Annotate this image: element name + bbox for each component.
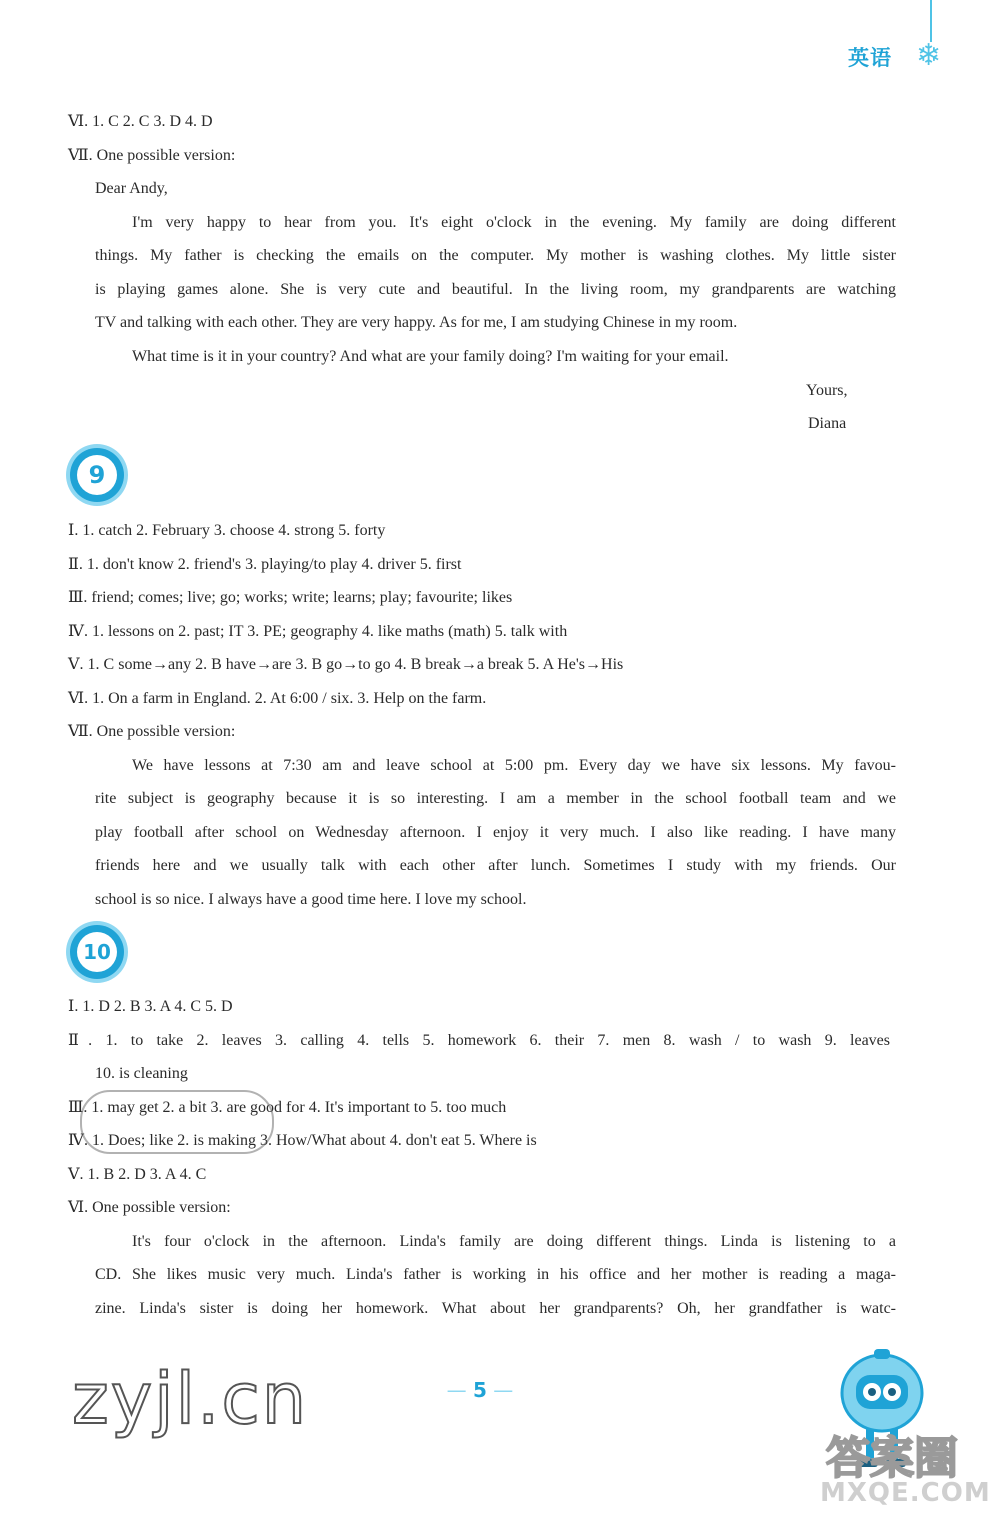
letter-paragraph: I'm very happy to hear from you. It's eight o'clock in the evening. My family are doing different — [132, 214, 896, 231]
answer-line: Ⅶ. One possible version: — [68, 723, 236, 740]
answer-line: Ⅲ. friend; comes; live; go; works; write; learns; play; favourite; likes — [68, 589, 513, 606]
watermark-url: MXQE.COM — [820, 1478, 991, 1508]
letter-paragraph: What time is it in your country? And what are your family doing? I'm waiting for your email. — [132, 348, 729, 365]
subject-title: 英语 — [848, 46, 892, 70]
watermark-logo-right: 答案圈 — [826, 1433, 958, 1484]
snowflake-icon: ❄ — [916, 38, 942, 73]
letter-paragraph: TV and talking with each other. They are very happy. As for me, I am studying Chinese in my room. — [95, 314, 738, 331]
essay-paragraph: school is so nice. I always have a good time here. I love my school. — [95, 891, 527, 908]
answer-line: Ⅴ. 1. C some→any 2. B have→are 3. B go→to go 4. B break→a break 5. A He's→His — [68, 656, 624, 673]
watermark-logo-left: zyjl.cn — [72, 1358, 309, 1440]
unit-badge-9 — [70, 448, 124, 502]
answer-line: Ⅲ. 1. may get 2. a bit 3. are good for 4. It's important to 5. too much — [68, 1099, 507, 1116]
letter-signature: Diana — [808, 415, 847, 432]
answer-line: Ⅵ. 1. C 2. C 3. D 4. D — [68, 113, 213, 130]
letter-closing: Yours, — [806, 382, 848, 399]
essay-paragraph: zine. Linda's sister is doing her homework. What about her grandparents? Oh, her grandfather is watc- — [95, 1300, 896, 1317]
essay-paragraph: rite subject is geography because it is so interesting. I am a member in the school football team and we — [95, 790, 896, 807]
header-divider — [930, 0, 932, 42]
answer-line: Ⅴ. 1. B 2. D 3. A 4. C — [68, 1166, 207, 1183]
answer-line: Ⅶ. One possible version: — [68, 147, 236, 164]
answer-line: Ⅰ. 1. D 2. B 3. A 4. C 5. D — [68, 998, 233, 1015]
answer-line: Ⅵ. 1. On a farm in England. 2. At 6:00 / six. 3. Help on the farm. — [68, 690, 487, 707]
answer-line: Ⅰ. 1. catch 2. February 3. choose 4. strong 5. forty — [68, 522, 386, 539]
answer-line: Ⅱ. 1. don't know 2. friend's 3. playing/to play 4. driver 5. first — [68, 556, 462, 573]
unit-badge-10 — [70, 925, 124, 979]
letter-paragraph: things. My father is checking the emails on the computer. My mother is washing clothes. My little sister — [95, 247, 896, 264]
unit-number: 9 — [77, 455, 117, 495]
essay-paragraph: CD. She likes music very much. Linda's father is working in his office and her mother is reading a maga- — [95, 1266, 896, 1283]
unit-number: 10 — [77, 932, 117, 972]
answer-line: Ⅱ. 1. to take 2. leaves 3. calling 4. tells 5. homework 6. their 7. men 8. wash / to wash 9. leaves — [68, 1032, 890, 1049]
page-number: — 5 — — [446, 1378, 514, 1402]
page-number-value: 5 — [473, 1378, 487, 1402]
letter-paragraph: is playing games alone. She is very cute and beautiful. In the living room, my grandparents are watching — [95, 281, 896, 298]
watermark-stamp — [80, 1090, 274, 1154]
answer-line: Ⅵ. One possible version: — [68, 1199, 231, 1216]
essay-paragraph: friends here and we usually talk with each other after lunch. Sometimes I study with my friends. Our — [95, 857, 896, 874]
answer-line: 10. is cleaning — [95, 1065, 188, 1082]
answer-line: Ⅳ. 1. Does; like 2. is making 3. How/What about 4. don't eat 5. Where is — [68, 1132, 537, 1149]
essay-paragraph: play football after school on Wednesday afternoon. I enjoy it very much. I also like reading. I have many — [95, 824, 896, 841]
essay-paragraph: We have lessons at 7:30 am and leave school at 5:00 pm. Every day we have six lessons. My favou- — [132, 757, 896, 774]
essay-paragraph: It's four o'clock in the afternoon. Linda's family are doing different things. Linda is listening to a — [132, 1233, 896, 1250]
letter-salutation: Dear Andy, — [95, 180, 168, 197]
answer-line: Ⅳ. 1. lessons on 2. past; IT 3. PE; geography 4. like maths (math) 5. talk with — [68, 623, 568, 640]
